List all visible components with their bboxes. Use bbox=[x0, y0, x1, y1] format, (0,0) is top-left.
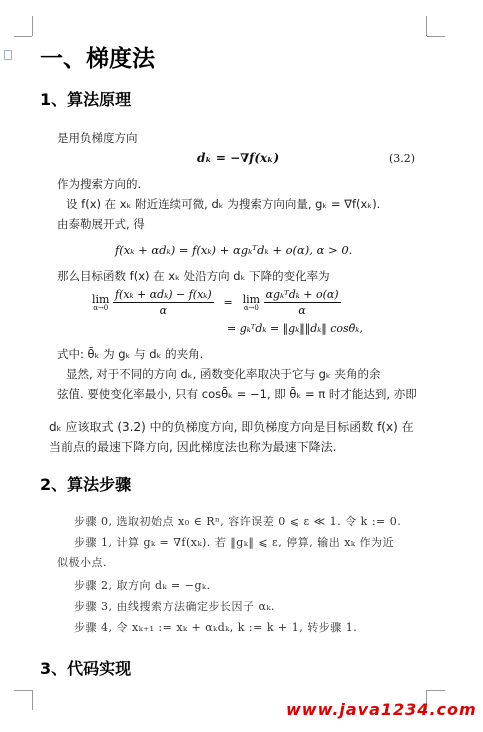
equation-3-2: dₖ = −∇f(xₖ) bbox=[197, 151, 280, 165]
text-line: 当前点的最速下降方向, 因此梯度法也称为最速下降法. bbox=[49, 440, 337, 454]
subsection-title-principle: 1、算法原理 bbox=[40, 90, 132, 109]
limit-equation-line2: = gₖᵀdₖ = ‖gₖ‖‖dₖ‖ cosθ̄ₖ, bbox=[227, 322, 363, 335]
subsection-title-code: 3、代码实现 bbox=[40, 659, 132, 678]
text-line: 由泰勒展开式, 得 bbox=[57, 217, 145, 231]
text-line: 式中: θ̄ₖ 为 gₖ 与 dₖ 的夹角. bbox=[57, 347, 204, 361]
algorithm-step: 步骤 0, 选取初始点 x₀ ∈ Rⁿ, 容许误差 0 ⩽ ε ≪ 1. 令 k := 0. bbox=[74, 515, 402, 528]
crop-mark-top-left-h bbox=[14, 36, 32, 37]
watermark-text: www.java1234.com bbox=[286, 700, 477, 719]
fraction-right: $\frac{\text{αgₖᵀdₖ + o(α)}}{\alpha}$ bbox=[265, 288, 339, 317]
text-line: 设 f(x) 在 xₖ 附近连续可微, dₖ 为搜索方向向量, gₖ = ∇f(xₖ). bbox=[66, 197, 381, 211]
crop-mark-bottom-left bbox=[32, 690, 33, 710]
text-line: dₖ 应该取式 (3.2) 中的负梯度方向, 即负梯度方向是目标函数 f(x) 在 bbox=[49, 420, 414, 434]
subsection-title-steps: 2、算法步骤 bbox=[40, 475, 132, 494]
crop-mark-top-left bbox=[32, 16, 33, 36]
section-title-gradient-method: 一、梯度法 bbox=[40, 46, 155, 72]
text-line: 显然, 对于不同的方向 dₖ, 函数变化率取决于它与 gₖ 夹角的余 bbox=[66, 367, 381, 381]
anchor-icon bbox=[4, 50, 12, 60]
text-line: 弦值. 要使变化率最小, 只有 cosθ̄ₖ = −1, 即 θ̄ₖ = π 时才能达到, 亦即 bbox=[57, 387, 417, 401]
algorithm-step: 步骤 3, 由线搜索方法确定步长因子 αₖ. bbox=[74, 600, 275, 613]
algorithm-step: 似极小点. bbox=[57, 556, 107, 569]
limit-symbol: lim α→0 bbox=[92, 293, 110, 312]
fraction-left: $\frac{\text{f(xₖ + αdₖ) − f(xₖ)}}{\alpha}$ bbox=[114, 288, 212, 317]
crop-mark-top-right-h bbox=[427, 36, 445, 37]
crop-mark-bottom-right-h bbox=[427, 690, 445, 691]
algorithm-step: 步骤 2, 取方向 dₖ = −gₖ. bbox=[74, 579, 211, 592]
limit-symbol: lim α→0 bbox=[242, 293, 261, 312]
taylor-expansion-equation: f(xₖ + αdₖ) = f(xₖ) + αgₖᵀdₖ + o(α), α > 0. bbox=[115, 243, 353, 257]
text-line: 那么目标函数 f(x) 在 xₖ 处沿方向 dₖ 下降的变化率为 bbox=[57, 269, 330, 283]
equation-number: (3.2) bbox=[389, 152, 416, 165]
algorithm-step: 步骤 1, 计算 gₖ = ∇f(xₖ). 若 ‖gₖ‖ ⩽ ε, 停算, 输出 xₖ 作为近 bbox=[74, 536, 394, 549]
crop-mark-top-right bbox=[426, 16, 427, 36]
algorithm-step: 步骤 4, 令 xₖ₊₁ := xₖ + αₖdₖ, k := k + 1, 转步骤 1. bbox=[74, 621, 358, 634]
limit-equation: lim α→0 $\frac{\text{f(xₖ + αdₖ) − f(xₖ)}}{\alpha}$ = lim α→0 $\frac{\text{αgₖᵀdₖ + o(α)}}{\alpha}$ bbox=[92, 288, 339, 317]
crop-mark-bottom-left-h bbox=[14, 690, 32, 691]
text-line: 是用负梯度方向 bbox=[57, 131, 138, 145]
text-line: 作为搜索方向的. bbox=[57, 177, 142, 191]
